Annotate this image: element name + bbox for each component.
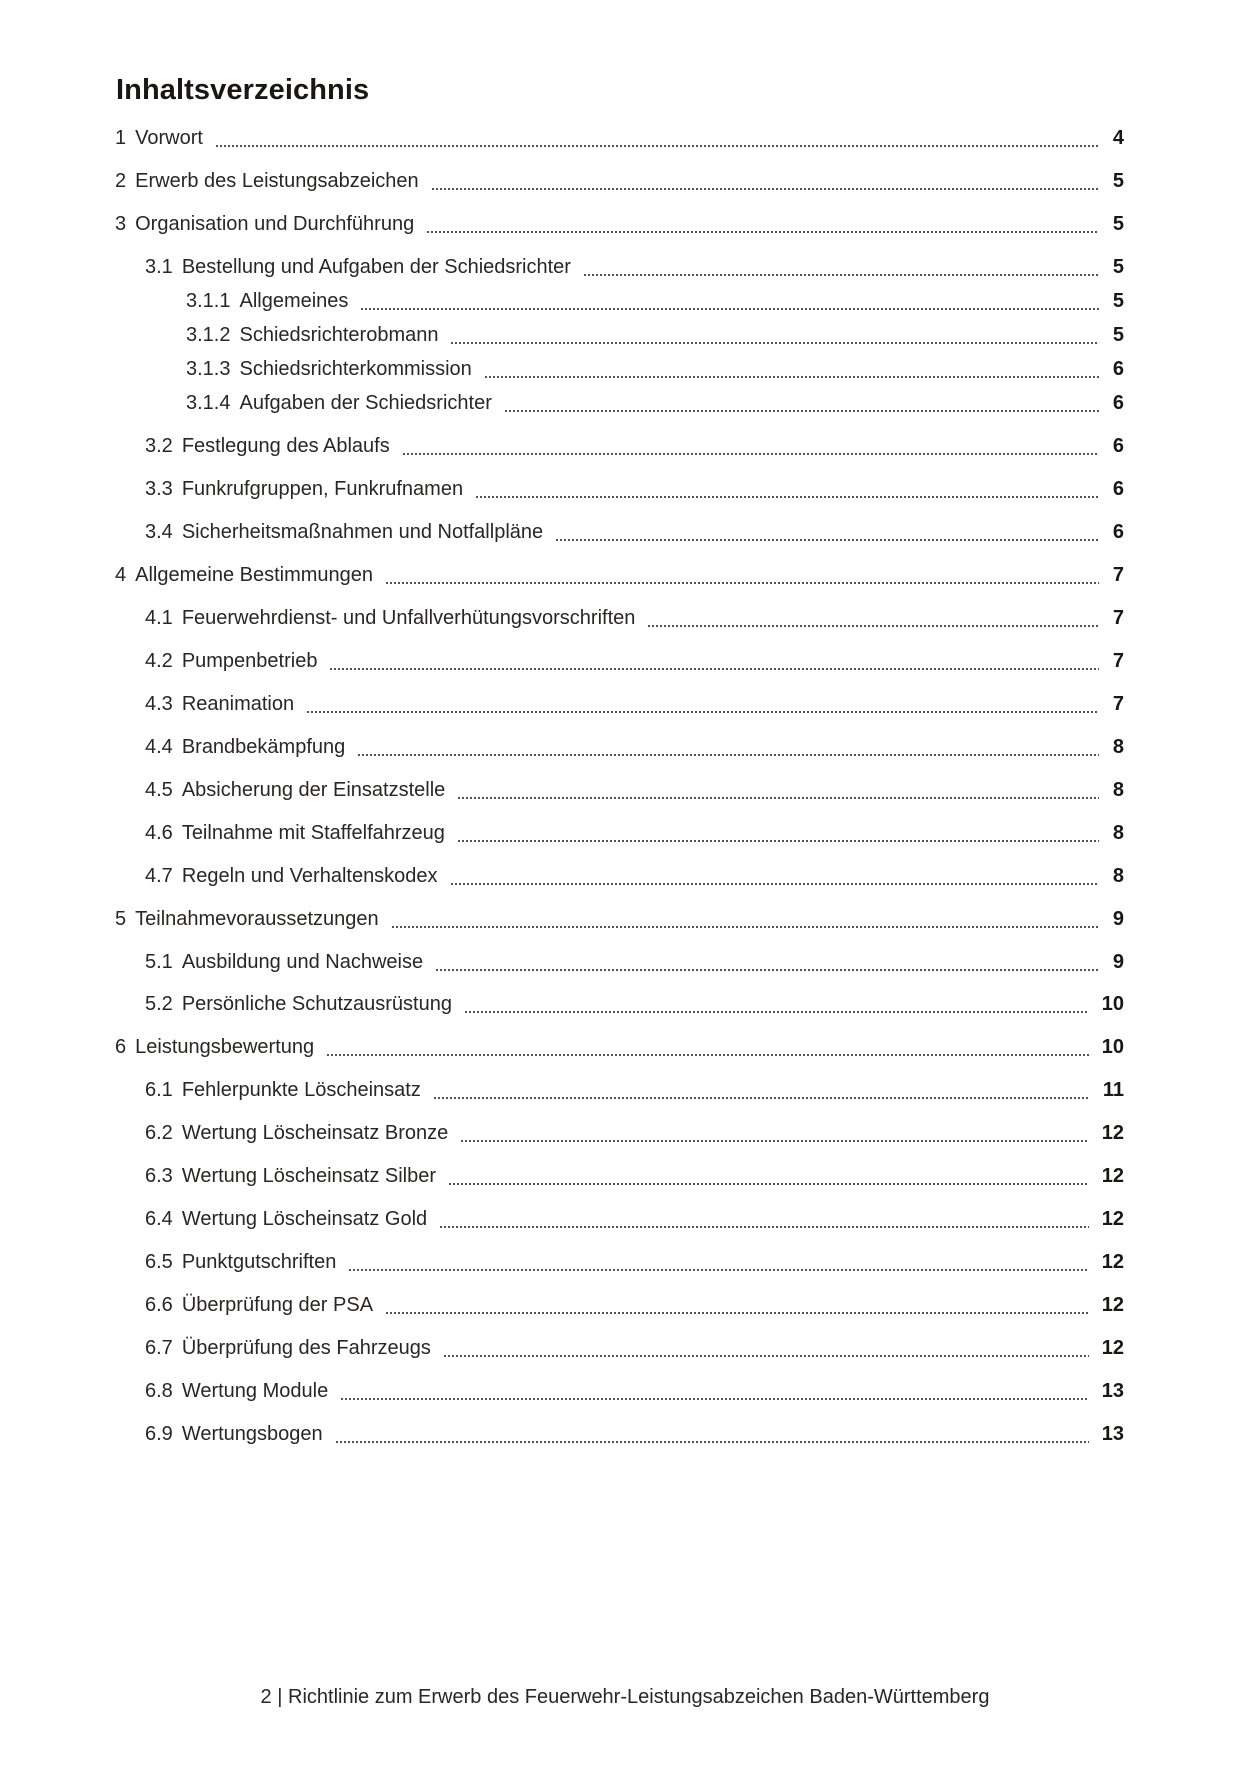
toc-entry-number: 1 bbox=[115, 127, 127, 149]
toc-entry-number: 5.1 bbox=[145, 951, 173, 973]
dot-leader bbox=[340, 1398, 1089, 1400]
toc-entry-page-number: 6 bbox=[1112, 435, 1124, 457]
toc-entry-number: 4.2 bbox=[145, 650, 173, 672]
toc-entry-number: 3.1.2 bbox=[186, 324, 231, 346]
toc-entry[interactable] bbox=[145, 736, 1124, 762]
toc-entry[interactable] bbox=[145, 650, 1124, 676]
toc-entry-page-number: 12 bbox=[1101, 1337, 1124, 1359]
toc-entry-title: Schiedsrichterobmann bbox=[239, 324, 439, 346]
dot-leader bbox=[348, 1269, 1088, 1271]
toc-entry-page-number: 12 bbox=[1101, 1122, 1124, 1144]
toc-entry-title: Wertung Module bbox=[181, 1380, 329, 1402]
toc-entry-number: 6.6 bbox=[145, 1294, 173, 1316]
dot-leader bbox=[391, 926, 1099, 928]
toc-entry[interactable] bbox=[145, 865, 1124, 891]
toc-entry-page-number: 12 bbox=[1101, 1165, 1124, 1187]
toc-entry-title: Wertungsbogen bbox=[181, 1423, 323, 1445]
toc-entry-title: Pumpenbetrieb bbox=[181, 650, 318, 672]
toc-entry-number: 6.5 bbox=[145, 1251, 173, 1273]
toc-entry-number: 4.5 bbox=[145, 779, 173, 801]
toc-entry-title: Sicherheitsmaßnahmen und Notfallpläne bbox=[181, 521, 544, 543]
toc-entry-number: 3 bbox=[115, 213, 127, 235]
toc-entry-page-number: 10 bbox=[1101, 1036, 1124, 1058]
toc-entry-number: 4.6 bbox=[145, 822, 173, 844]
toc-entry[interactable] bbox=[186, 290, 1124, 316]
toc-entry-page-number: 8 bbox=[1112, 736, 1124, 758]
page-footer bbox=[0, 1686, 1250, 1709]
toc-entry-page-number: 6 bbox=[1112, 478, 1124, 500]
toc-entry[interactable] bbox=[145, 693, 1124, 719]
toc-entry[interactable] bbox=[145, 1122, 1124, 1148]
toc-entry-page-number: 13 bbox=[1101, 1423, 1124, 1445]
toc-entry-page-number: 7 bbox=[1112, 607, 1124, 629]
dot-leader bbox=[475, 496, 1099, 498]
toc-entry[interactable] bbox=[145, 1337, 1124, 1363]
toc-entry[interactable] bbox=[145, 951, 1124, 977]
toc-entry[interactable] bbox=[186, 324, 1124, 350]
toc-entry-title: Brandbekämpfung bbox=[181, 736, 346, 758]
toc-entry-page-number: 10 bbox=[1101, 993, 1124, 1015]
toc-entry[interactable] bbox=[115, 564, 1124, 590]
toc-entry-page-number: 5 bbox=[1112, 324, 1124, 346]
toc-entry-number: 4.7 bbox=[145, 865, 173, 887]
toc-entry[interactable] bbox=[115, 213, 1124, 239]
dot-leader bbox=[435, 969, 1099, 971]
toc-entry-page-number: 5 bbox=[1112, 213, 1124, 235]
dot-leader bbox=[426, 231, 1099, 233]
toc-entry-number: 3.4 bbox=[145, 521, 173, 543]
dot-leader bbox=[385, 582, 1099, 584]
toc-entry-page-number: 5 bbox=[1112, 290, 1124, 312]
toc-entry-title: Persönliche Schutzausrüstung bbox=[181, 993, 452, 1015]
dot-leader bbox=[329, 668, 1099, 670]
toc-entry-number: 4.4 bbox=[145, 736, 173, 758]
toc-entry-number: 3.1.3 bbox=[186, 358, 231, 380]
toc-entry-page-number: 4 bbox=[1112, 127, 1124, 149]
toc-entry-title: Wertung Löscheinsatz Silber bbox=[181, 1165, 437, 1187]
toc-entry-title: Teilnahme mit Staffelfahrzeug bbox=[181, 822, 445, 844]
toc-entry-title: Fehlerpunkte Löscheinsatz bbox=[181, 1079, 421, 1101]
toc-entry[interactable] bbox=[115, 1036, 1124, 1062]
toc-entry-number: 4 bbox=[115, 564, 127, 586]
toc-entry-title: Feuerwehrdienst- und Unfallverhütungsvorschriften bbox=[181, 607, 636, 629]
toc-entry-page-number: 12 bbox=[1101, 1208, 1124, 1230]
dot-leader bbox=[583, 274, 1099, 276]
toc-entry[interactable] bbox=[145, 1380, 1124, 1406]
toc-entry[interactable] bbox=[145, 1294, 1124, 1320]
toc-entry-page-number: 5 bbox=[1112, 170, 1124, 192]
toc-entry-title: Reanimation bbox=[181, 693, 295, 715]
toc-entry-page-number: 5 bbox=[1112, 256, 1124, 278]
toc-entry[interactable] bbox=[145, 521, 1124, 547]
dot-leader bbox=[457, 840, 1099, 842]
dot-leader bbox=[402, 453, 1099, 455]
toc-entry[interactable] bbox=[115, 908, 1124, 934]
toc-entry[interactable] bbox=[145, 478, 1124, 504]
toc-entry-page-number: 9 bbox=[1112, 908, 1124, 930]
dot-leader bbox=[357, 754, 1099, 756]
toc-entry[interactable] bbox=[145, 607, 1124, 633]
toc-entry-number: 3.3 bbox=[145, 478, 173, 500]
toc-entry-page-number: 7 bbox=[1112, 650, 1124, 672]
toc-entry[interactable] bbox=[145, 1208, 1124, 1234]
dot-leader bbox=[450, 342, 1099, 344]
toc-entry-title: Wertung Löscheinsatz Gold bbox=[181, 1208, 428, 1230]
toc-entry-page-number: 6 bbox=[1112, 392, 1124, 414]
toc-entry-page-number: 7 bbox=[1112, 693, 1124, 715]
toc-entry-title: Festlegung des Ablaufs bbox=[181, 435, 390, 457]
toc-entry[interactable] bbox=[145, 1165, 1124, 1191]
dot-leader bbox=[326, 1054, 1089, 1056]
toc-entry-title: Bestellung und Aufgaben der Schiedsrichter bbox=[181, 256, 571, 278]
toc-entry-page-number: 9 bbox=[1112, 951, 1124, 973]
dot-leader bbox=[555, 539, 1099, 541]
toc-entry-page-number: 11 bbox=[1102, 1079, 1124, 1101]
footer-page-number: 2 bbox=[260, 1686, 272, 1708]
dot-leader bbox=[484, 376, 1099, 378]
toc-entry-title: Überprüfung der PSA bbox=[181, 1294, 374, 1316]
dot-leader bbox=[439, 1226, 1089, 1228]
toc-entry-number: 6.3 bbox=[145, 1165, 173, 1187]
toc-entry[interactable] bbox=[145, 779, 1124, 805]
toc-entry-title: Organisation und Durchführung bbox=[135, 213, 415, 235]
toc-entry-number: 4.1 bbox=[145, 607, 173, 629]
dot-leader bbox=[335, 1441, 1089, 1443]
toc-entry-number: 6 bbox=[115, 1036, 127, 1058]
toc-entry[interactable] bbox=[145, 1423, 1124, 1449]
toc-entry-number: 4.3 bbox=[145, 693, 173, 715]
dot-leader bbox=[647, 625, 1099, 627]
dot-leader bbox=[460, 1140, 1088, 1142]
toc-entry-page-number: 13 bbox=[1101, 1380, 1124, 1402]
toc-entry-title: Ausbildung und Nachweise bbox=[181, 951, 424, 973]
toc-entry-title: Regeln und Verhaltenskodex bbox=[181, 865, 438, 887]
toc-entry[interactable] bbox=[145, 256, 1124, 282]
toc-entry-title: Vorwort bbox=[135, 127, 203, 149]
toc-entry-number: 6.8 bbox=[145, 1380, 173, 1402]
toc-entry-number: 6.2 bbox=[145, 1122, 173, 1144]
toc-entry-page-number: 12 bbox=[1101, 1294, 1124, 1316]
dot-leader bbox=[360, 308, 1099, 310]
toc-entry-number: 5 bbox=[115, 908, 127, 930]
toc-entry[interactable] bbox=[115, 127, 1124, 153]
dot-leader bbox=[431, 188, 1099, 190]
toc-entry[interactable] bbox=[145, 822, 1124, 848]
dot-leader bbox=[464, 1011, 1089, 1013]
toc-entry-number: 3.2 bbox=[145, 435, 173, 457]
toc-entry-number: 5.2 bbox=[145, 993, 173, 1015]
toc-entry-number: 6.9 bbox=[145, 1423, 173, 1445]
footer-separator: | bbox=[277, 1686, 283, 1708]
dot-leader bbox=[306, 711, 1099, 713]
toc-entry-title: Allgemeines bbox=[239, 290, 349, 312]
toc-entry-title: Allgemeine Bestimmungen bbox=[135, 564, 374, 586]
toc-entry-number: 2 bbox=[115, 170, 127, 192]
dot-leader bbox=[457, 797, 1099, 799]
toc-entry[interactable] bbox=[145, 993, 1124, 1019]
toc-entry-title: Punktgutschriften bbox=[181, 1251, 337, 1273]
toc-entry-page-number: 6 bbox=[1112, 521, 1124, 543]
toc-entry-title: Erwerb des Leistungsabzeichen bbox=[135, 170, 419, 192]
dot-leader bbox=[504, 410, 1099, 412]
toc-entry-number: 3.1.4 bbox=[186, 392, 231, 414]
toc-entry-title: Leistungsbewertung bbox=[135, 1036, 315, 1058]
dot-leader bbox=[450, 883, 1099, 885]
toc-entry-number: 6.7 bbox=[145, 1337, 173, 1359]
toc-entry-title: Funkrufgruppen, Funkrufnamen bbox=[181, 478, 464, 500]
toc-entry-title: Aufgaben der Schiedsrichter bbox=[239, 392, 492, 414]
toc-entry[interactable] bbox=[186, 358, 1124, 384]
toc-entry[interactable] bbox=[115, 170, 1124, 196]
toc-entry-title: Absicherung der Einsatzstelle bbox=[181, 779, 446, 801]
toc-entry-page-number: 8 bbox=[1112, 779, 1124, 801]
toc-entry[interactable] bbox=[145, 435, 1124, 461]
page-title: Inhaltsverzeichnis bbox=[116, 74, 370, 106]
dot-leader bbox=[448, 1183, 1089, 1185]
toc-entry-title: Wertung Löscheinsatz Bronze bbox=[181, 1122, 449, 1144]
toc-entry-title: Teilnahmevoraussetzungen bbox=[135, 908, 379, 930]
dot-leader bbox=[433, 1097, 1090, 1099]
toc-entry-page-number: 6 bbox=[1112, 358, 1124, 380]
toc-entry-number: 6.1 bbox=[145, 1079, 173, 1101]
dot-leader bbox=[443, 1355, 1089, 1357]
dot-leader bbox=[215, 145, 1099, 147]
toc-entry[interactable] bbox=[186, 392, 1124, 418]
toc-entry-page-number: 7 bbox=[1112, 564, 1124, 586]
toc-entry-page-number: 8 bbox=[1112, 822, 1124, 844]
toc-entry[interactable] bbox=[145, 1079, 1124, 1105]
toc-entry[interactable] bbox=[145, 1251, 1124, 1277]
toc-entry-page-number: 8 bbox=[1112, 865, 1124, 887]
toc-entry-number: 3.1 bbox=[145, 256, 173, 278]
toc-entry-title: Schiedsrichterkommission bbox=[239, 358, 472, 380]
dot-leader bbox=[385, 1312, 1089, 1314]
footer-document-title: Richtlinie zum Erwerb des Feuerwehr-Leistungsabzeichen Baden-Württemberg bbox=[288, 1686, 990, 1708]
toc-entry-page-number: 12 bbox=[1101, 1251, 1124, 1273]
toc-entry-number: 6.4 bbox=[145, 1208, 173, 1230]
toc-entry-title: Überprüfung des Fahrzeugs bbox=[181, 1337, 431, 1359]
toc-entry-number: 3.1.1 bbox=[186, 290, 231, 312]
